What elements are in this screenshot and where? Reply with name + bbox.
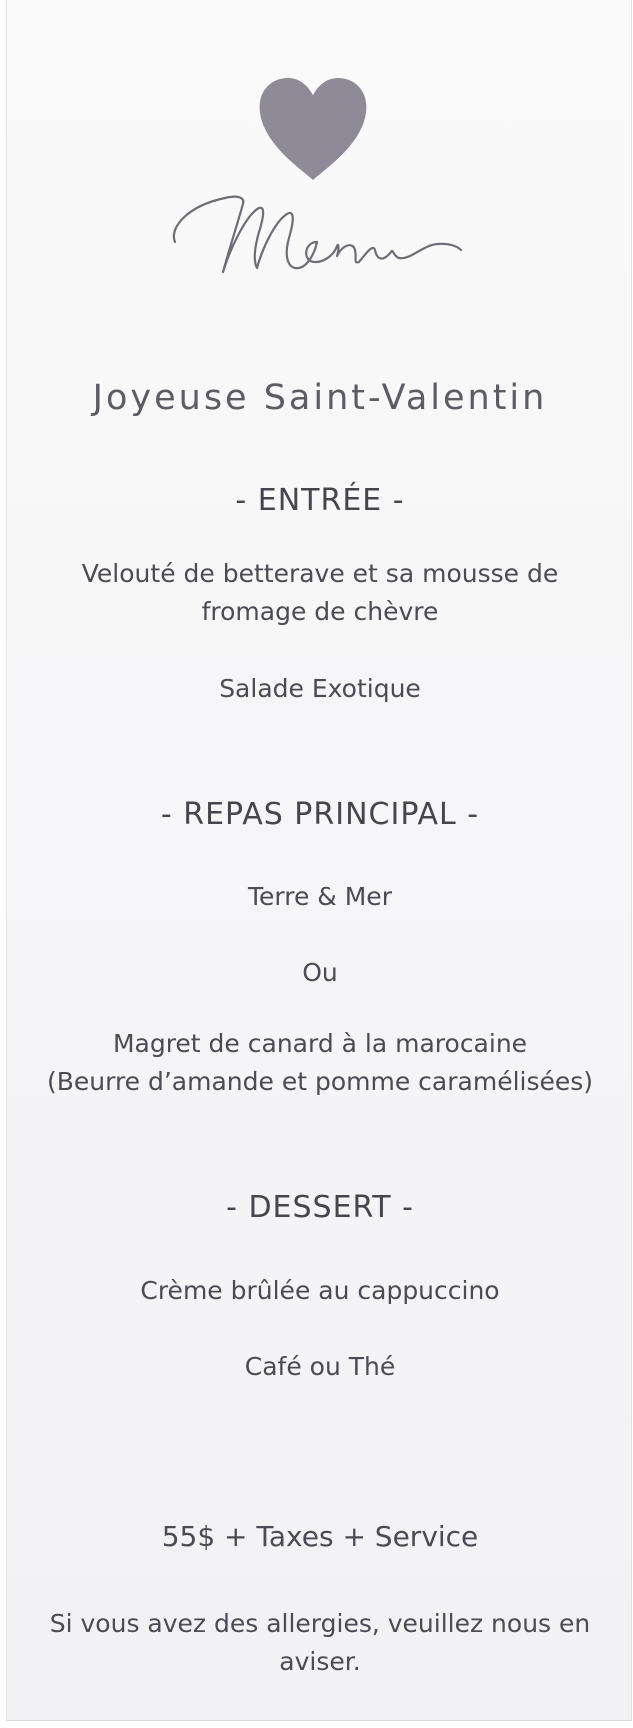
menu-item-salade: Salade Exotique [219, 674, 421, 703]
menu-item-veloute-line-1: Velouté de betterave et sa mousse de [81, 559, 559, 588]
section-heading-repas-principal: - REPAS PRINCIPAL - [160, 797, 480, 832]
menu-script-title [167, 180, 467, 290]
menu-item-ou: Ou [302, 958, 338, 987]
menu-item-terre-mer: Terre & Mer [248, 882, 392, 911]
price-line: 55$ + Taxes + Service [161, 1520, 479, 1553]
heart-icon [255, 75, 371, 183]
section-heading-dessert: - DESSERT - [226, 1190, 414, 1225]
menu-item-creme-brulee: Crème brûlée au cappuccino [140, 1276, 500, 1305]
menu-item-veloute-line-2: fromage de chèvre [201, 597, 439, 626]
section-heading-entree: - ENTRÉE - [235, 483, 405, 518]
allergy-note-line-1: Si vous avez des allergies, veuillez nous en [49, 1609, 591, 1638]
greeting-title: Joyeuse Saint-Valentin [92, 378, 548, 418]
menu-item-magret-line-1: Magret de canard à la marocaine [112, 1029, 528, 1058]
allergy-note-line-2: aviser. [279, 1647, 361, 1676]
menu-item-cafe-the: Café ou Thé [244, 1352, 396, 1381]
menu-card [6, 0, 632, 1721]
menu-item-magret-line-2: (Beurre d’amande et pomme caramélisées) [46, 1067, 594, 1096]
